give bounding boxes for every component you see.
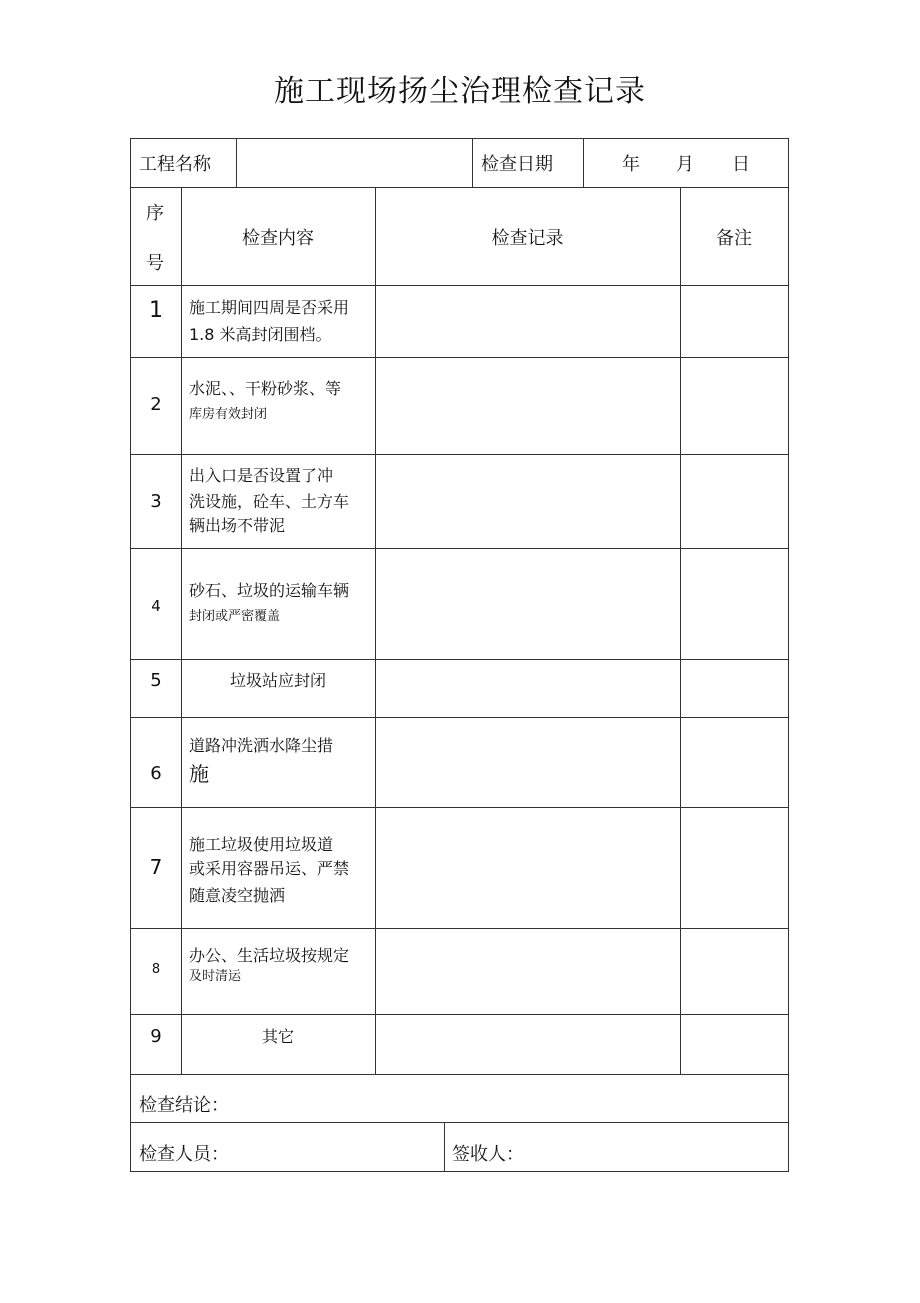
check-item	[189, 296, 371, 347]
receiver-label: 签收人：	[452, 1144, 524, 1165]
check-item-line: 办公、生活垃圾按规定	[189, 946, 350, 965]
check-item-line: 砂石、垃圾的运输车辆	[189, 581, 350, 600]
inspection-date-label: 检查日期	[481, 154, 553, 175]
row-number: 7	[149, 855, 163, 879]
check-item	[189, 377, 371, 427]
row-number: 3	[150, 491, 162, 512]
check-item	[181, 669, 375, 693]
col-header-no-2: 号	[146, 253, 164, 274]
inspection-table	[130, 138, 789, 1172]
check-item-line: 或采用容器吊运、严禁	[189, 859, 350, 878]
check-item	[189, 464, 371, 538]
project-name-value[interactable]	[246, 150, 466, 174]
row-number: 9	[150, 1026, 162, 1047]
check-item-line: 垃圾站应封闭	[229, 671, 326, 690]
check-item-line: 道路冲洗洒水降尘措	[189, 736, 334, 755]
check-item	[181, 1025, 375, 1049]
row-divider	[130, 187, 789, 188]
check-item-line: 洗设施，砼车、土方车	[189, 492, 350, 511]
page-title: 施工现场扬尘治理检查记录	[274, 74, 646, 109]
col-divider	[583, 138, 584, 187]
check-item-line: 其它	[261, 1027, 294, 1046]
row-divider	[130, 454, 789, 455]
row-divider	[130, 1122, 789, 1123]
row-divider	[130, 1074, 789, 1075]
col-divider	[236, 138, 237, 187]
conclusion-label: 检查结论：	[139, 1095, 229, 1116]
col-divider	[181, 187, 182, 1074]
row-divider	[130, 928, 789, 929]
check-item-line: 施	[189, 762, 209, 786]
row-number: 6	[150, 763, 162, 784]
row-number: 2	[150, 394, 162, 415]
check-item-line: 施工垃圾使用垃圾道	[189, 835, 334, 854]
row-divider	[130, 548, 789, 549]
col-header-remark: 备注	[716, 228, 752, 249]
check-item-line: 及时清运	[189, 969, 242, 984]
check-item-line: 出入口是否设置了冲	[189, 466, 334, 485]
check-item-line: 辆出场不带泥	[189, 516, 286, 535]
check-item	[189, 833, 371, 908]
inspector-label: 检查人员：	[139, 1144, 229, 1165]
check-item-line: 1.8 米高封闭围档。	[189, 325, 332, 344]
row-divider	[130, 659, 789, 660]
check-item-line: 水泥、、干粉砂浆、等	[189, 379, 342, 398]
row-number: 8	[151, 962, 161, 977]
row-number: 4	[151, 597, 161, 615]
row-divider	[130, 1014, 789, 1015]
date-month-label: 月	[676, 154, 694, 175]
check-item-line: 施工期间四周是否采用	[189, 298, 350, 317]
date-day-label: 日	[732, 154, 750, 175]
check-item-line: 库房有效封闭	[189, 407, 268, 422]
date-year-label: 年	[622, 154, 640, 175]
col-header-no-1: 序	[146, 203, 164, 224]
check-item-line: 封闭或严密覆盖	[189, 609, 281, 624]
check-item	[189, 579, 371, 629]
row-number: 5	[150, 670, 162, 691]
check-item	[189, 944, 371, 986]
row-divider	[130, 357, 789, 358]
check-item-line: 随意凌空抛洒	[189, 886, 286, 905]
check-item	[189, 734, 371, 786]
col-divider	[375, 187, 376, 1074]
row-divider	[130, 285, 789, 286]
row-divider	[130, 807, 789, 808]
col-header-record: 检查记录	[491, 228, 564, 249]
col-header-content: 检查内容	[242, 228, 314, 249]
col-divider	[472, 138, 473, 187]
row-number: 1	[149, 298, 163, 323]
project-name-label: 工程名称	[139, 154, 211, 175]
col-divider	[680, 187, 681, 1074]
col-divider	[444, 1122, 445, 1172]
row-divider	[130, 717, 789, 718]
